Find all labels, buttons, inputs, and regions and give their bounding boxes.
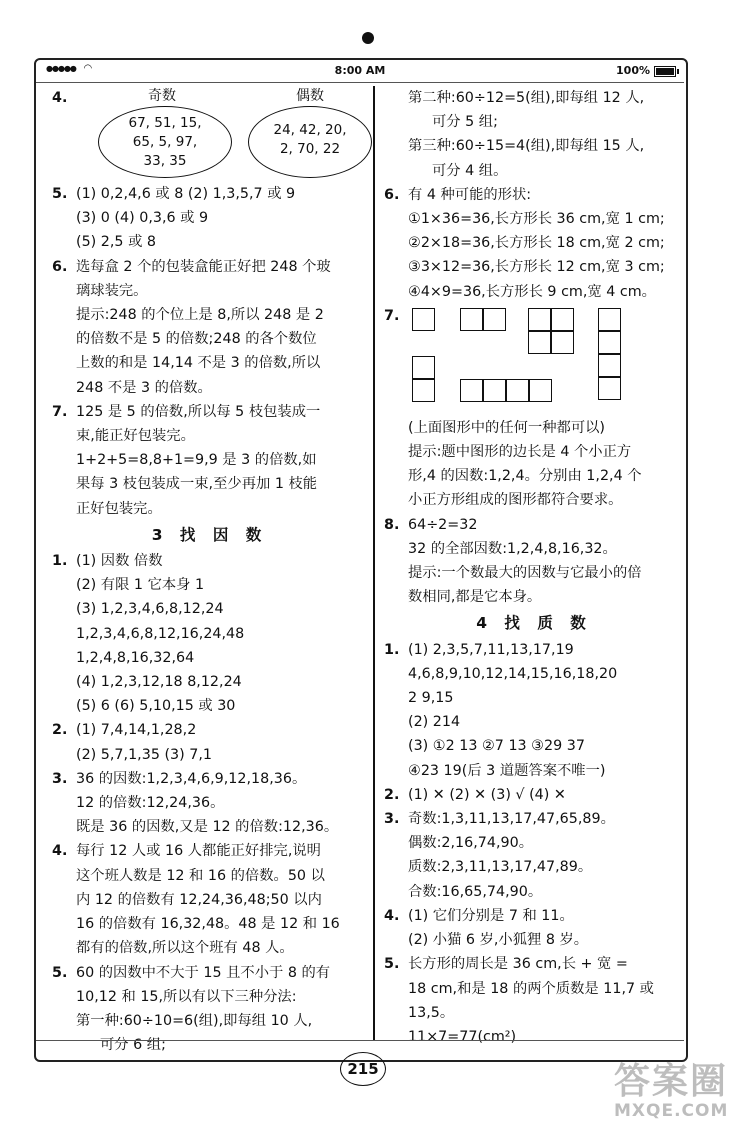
even-line: 2, 70, 22: [279, 141, 341, 157]
square-1x2: [412, 379, 435, 402]
answer-line: 可分 4 组。: [432, 162, 508, 179]
answer-line: (3) 0 (4) 0,3,6 或 9: [76, 210, 209, 227]
answer-line: 16 的倍数有 16,32,48。48 是 12 和 16: [76, 916, 340, 933]
left-column: [52, 86, 367, 1057]
answer-line: 1+2+5=8,8+1=9,9 是 3 的倍数,如: [76, 452, 317, 469]
answer-line: 第二种:60÷12=5(组),即每组 12 人,: [408, 90, 645, 106]
answer-line: 小正方形组成的图形都符合要求。: [408, 492, 623, 509]
square-4x1: [506, 379, 529, 402]
answer-line: (上面图形中的任何一种都可以): [408, 419, 606, 436]
question-7: [384, 304, 684, 513]
question-number: 6.: [384, 186, 400, 203]
answer-line: 质数:2,3,11,13,17,47,89。: [408, 859, 593, 876]
even-label: 偶数: [296, 88, 324, 104]
square-2x2: [551, 308, 574, 331]
odd-numbers-ellipse: [98, 106, 232, 178]
answer-line: 64÷2=32: [408, 516, 478, 533]
answer-line: 36 的因数:1,2,3,4,6,9,12,18,36。: [76, 770, 307, 787]
question-number: 1.: [384, 641, 400, 658]
odd-line: 65, 5, 97,: [132, 134, 198, 150]
answer-line: 11×7=77(cm²): [408, 1028, 517, 1045]
answer-line: 12 的倍数:12,24,36。: [76, 795, 225, 812]
s4-question-3: [384, 807, 684, 904]
question-number: 5.: [52, 186, 68, 202]
answer-line: 形,4 的因数:1,2,4。分别由 1,2,4 个: [408, 468, 642, 485]
question-7: [52, 400, 367, 521]
watermark-top: 答案圈: [614, 1061, 729, 1102]
square-1x4: [598, 354, 621, 377]
answer-line: 有 4 种可能的形状:: [408, 186, 532, 203]
s3-question-1: [52, 549, 367, 718]
answer-line: (5) 6 (6) 5,10,15 或 30: [76, 698, 236, 715]
answer-line: 可分 6 组;: [100, 1037, 166, 1054]
answer-line: ①1×36=36,长方形长 36 cm,宽 1 cm;: [408, 211, 665, 228]
answer-line: (1) ✕ (2) ✕ (3) √ (4) ✕: [408, 786, 566, 803]
answer-line: 提示:题中图形的边长是 4 个小正方: [408, 444, 632, 461]
square-2x2: [528, 331, 551, 354]
question-number: 5.: [52, 964, 68, 981]
square-figures: [408, 304, 684, 416]
answer-line: 4,6,8,9,10,12,14,15,16,18,20: [408, 665, 618, 682]
even-numbers-ellipse: [248, 106, 372, 178]
answer-line: 的倍数不是 5 的倍数;248 的各个数位: [76, 331, 317, 348]
answer-line: 上数的和是 14,14 不是 3 的倍数,所以: [76, 355, 321, 372]
answer-line: 璃球装完。: [76, 282, 148, 299]
answer-line: ③3×12=36,长方形长 12 cm,宽 3 cm;: [408, 259, 665, 276]
status-time: 8:00 AM: [334, 64, 386, 77]
column-divider: [373, 86, 375, 1041]
answer-line: 提示:248 的个位上是 8,所以 248 是 2: [76, 307, 324, 324]
s3-question-5-continued: [384, 86, 684, 183]
answer-line: ④4×9=36,长方形长 9 cm,宽 4 cm。: [408, 283, 656, 300]
answer-line: (3) 1,2,3,4,6,8,12,24: [76, 601, 224, 618]
answer-line: 既是 36 的因数,又是 12 的倍数:12,36。: [76, 819, 339, 836]
section-title-3: 3 找 因 数: [151, 525, 268, 544]
answer-line: 偶数:2,16,74,90。: [408, 835, 534, 852]
answer-line: (2) 小猫 6 岁,小狐狸 8 岁。: [408, 932, 589, 949]
question-5: [52, 182, 367, 255]
square-1x1: [412, 308, 435, 331]
answer-line: ④23 19(后 3 道题答案不唯一): [408, 762, 606, 779]
square-1x4: [598, 377, 621, 400]
answer-line: (2) 有限 1 它本身 1: [76, 577, 205, 594]
question-number: 5.: [384, 956, 400, 973]
answer-line: (1) 0,2,4,6 或 8 (2) 1,3,5,7 或 9: [76, 186, 296, 202]
answer-line: (1) 2,3,5,7,11,13,17,19: [408, 641, 574, 658]
question-number: 7.: [384, 307, 400, 324]
watermark-logo: [614, 1063, 728, 1121]
signal-icon: ●●●●●: [46, 64, 76, 73]
answer-line: 提示:一个数最大的因数与它最小的倍: [408, 565, 642, 582]
answer-line: 可分 5 组;: [432, 114, 498, 131]
square-1x4: [598, 331, 621, 354]
question-8: [384, 513, 684, 610]
wifi-icon: ◠: [84, 63, 92, 74]
answer-line: 数相同,都是它本身。: [408, 589, 542, 606]
answer-line: 60 的因数中不大于 15 且不小于 8 的有: [76, 964, 331, 981]
question-number: 1.: [52, 553, 68, 570]
answer-line: 正好包装完。: [76, 500, 162, 517]
answer-line: 果每 3 枝包装成一束,至少再加 1 枝能: [76, 476, 318, 493]
answer-line: 第一种:60÷10=6(组),即每组 10 人,: [76, 1012, 313, 1029]
odd-label: 奇数: [148, 88, 176, 104]
square-1x2: [412, 356, 435, 379]
right-column: [384, 86, 684, 1049]
page-number: 215: [340, 1052, 386, 1086]
question-6: [52, 255, 367, 400]
square-4x1: [483, 379, 506, 402]
answer-line: (5) 2,5 或 8: [76, 234, 157, 251]
section-title-4: 4 找 质 数: [476, 614, 592, 633]
answer-line: ②2×18=36,长方形长 18 cm,宽 2 cm;: [408, 235, 665, 252]
square-2x1: [483, 308, 506, 331]
s3-question-4: [52, 839, 367, 960]
question-number: 7.: [52, 403, 68, 420]
answer-line: 1,2,3,4,6,8,12,16,24,48: [76, 625, 245, 642]
s4-question-2: [384, 783, 684, 807]
answer-line: 第三种:60÷15=4(组),即每组 15 人,: [408, 138, 645, 155]
answer-line: 长方形的周长是 36 cm,长 + 宽 =: [408, 956, 628, 973]
answer-line: 10,12 和 15,所以有以下三种分法:: [76, 988, 297, 1005]
question-6: [384, 183, 684, 304]
question-number: 2.: [384, 786, 400, 803]
bottom-rule: [36, 1040, 684, 1041]
battery-icon: [654, 66, 676, 77]
question-number: 3.: [52, 770, 68, 787]
even-line: 24, 42, 20,: [273, 122, 347, 138]
s3-question-2: [52, 718, 367, 766]
s4-question-5: [384, 952, 684, 1049]
odd-line: 33, 35: [143, 153, 187, 169]
question-number: 3.: [384, 811, 400, 828]
answer-line: 奇数:1,3,11,13,17,47,65,89。: [408, 811, 615, 828]
answer-line: (2) 214: [408, 714, 461, 731]
answer-line: (1) 它们分别是 7 和 11。: [408, 907, 574, 924]
square-4x1: [460, 379, 483, 402]
answer-line: 32 的全部因数:1,2,4,8,16,32。: [408, 540, 617, 557]
answer-line: 18 cm,和是 18 的两个质数是 11,7 或: [408, 980, 654, 997]
odd-line: 67, 51, 15,: [128, 115, 202, 131]
answer-line: 束,能正好包装完。: [76, 428, 195, 445]
question-number: 6.: [52, 258, 68, 275]
watermark-url: MXQE.COM: [614, 1101, 729, 1121]
s4-question-4: [384, 904, 684, 952]
number-sets: [76, 86, 367, 182]
question-number: 4.: [52, 843, 68, 860]
answer-line: (1) 因数 倍数: [76, 553, 163, 570]
square-4x1: [529, 379, 552, 402]
question-number: 4.: [384, 907, 400, 924]
answer-line: (4) 1,2,3,12,18 8,12,24: [76, 674, 242, 691]
answer-line: 13,5。: [408, 1004, 455, 1021]
answer-line: 每行 12 人或 16 人都能正好排完,说明: [76, 843, 321, 860]
s3-question-3: [52, 767, 367, 840]
answer-line: 1,2,4,8,16,32,64: [76, 649, 195, 666]
s3-question-5: [52, 961, 367, 1058]
question-number: 4.: [52, 90, 68, 106]
camera-dot: [362, 32, 374, 44]
answer-line: (2) 5,7,1,35 (3) 7,1: [76, 746, 212, 763]
status-bar: [36, 60, 684, 83]
answer-line: 内 12 的倍数有 12,24,36,48;50 以内: [76, 891, 322, 908]
s4-question-1: [384, 638, 684, 783]
answer-line: (1) 7,4,14,1,28,2: [76, 722, 197, 739]
answer-line: 125 是 5 的倍数,所以每 5 枝包装成一: [76, 403, 321, 420]
square-2x2: [528, 308, 551, 331]
square-1x4: [598, 308, 621, 331]
square-2x2: [551, 331, 574, 354]
square-2x1: [460, 308, 483, 331]
question-number: 2.: [52, 722, 68, 739]
question-number: 8.: [384, 516, 400, 533]
answer-line: 248 不是 3 的倍数。: [76, 379, 212, 396]
battery-percent: 100%: [616, 64, 650, 77]
answer-line: 2 9,15: [408, 690, 454, 707]
answer-line: 都有的倍数,所以这个班有 48 人。: [76, 940, 294, 957]
answer-line: 选每盒 2 个的包装盒能正好把 248 个玻: [76, 258, 331, 275]
question-4: [52, 86, 367, 182]
answer-line: 合数:16,65,74,90。: [408, 883, 543, 900]
answer-line: (3) ①2 13 ②7 13 ③29 37: [408, 738, 585, 755]
answer-line: 这个班人数是 12 和 16 的倍数。50 以: [76, 867, 325, 884]
